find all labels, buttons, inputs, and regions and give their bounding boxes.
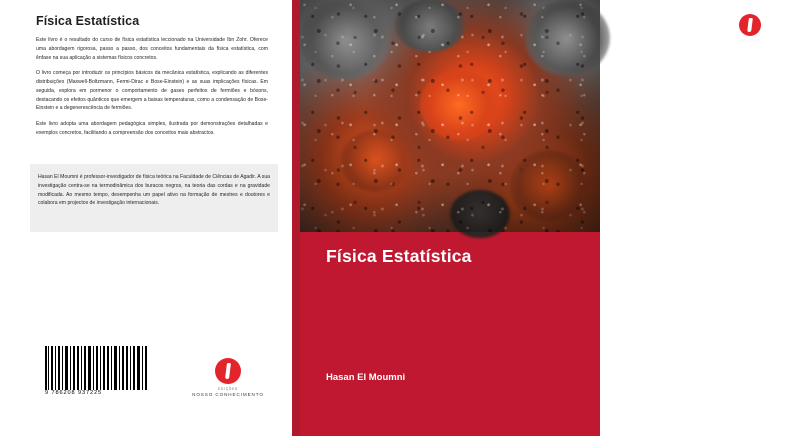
barcode (41, 343, 153, 403)
publisher-tagline: EDIÇÕES (740, 39, 760, 43)
publisher-name: NOSSO CONHECIMENTO (192, 392, 264, 397)
publisher-tagline: EDIÇÕES (218, 387, 238, 391)
publisher-logo-front (692, 14, 808, 49)
barcode-icon (45, 346, 149, 390)
front-cover-author: Hasan El Moumni (326, 372, 406, 383)
flame-logo-icon (215, 358, 241, 384)
publisher-logo-back (178, 358, 278, 397)
back-cover-title: Física Estatística (36, 14, 140, 28)
flame-logo-icon (739, 14, 761, 36)
publisher-name: NOSSO CONHECIMENTO (715, 44, 785, 49)
back-cover-blurb (36, 36, 268, 145)
book-spine (292, 0, 300, 436)
author-bio-text: Hasan El Moumni é professor-investigador de física teórica na Faculdade de Ciências de Agadir. A sua investigação centra-se na termodinâmica dos buracos negros, na teoria das cordas e na gravidade modificada. Ao mesmo tempo, desempenha um papel ativo na formação de mestres e doutores e colabora em projectos de investigação internacionais. (38, 174, 270, 207)
blurb-paragraph: O livro começa por introduzir os princípios básicos da mecânica estatística, explicando as diferentes distribuições (Maxwell-Boltzmann, Fermi-Dirac e Bose-Einstein) e as suas implicações físicas. Em seguida, explora em pormenor o comportamento de gases perfeitos de fermiões e bósons, destacando os efeitos quânticos que emergem a baixas temperaturas, como a condensação de Bose-Einstein e a degenerescência de fermiões. (36, 70, 268, 112)
cover-artwork (300, 0, 600, 232)
blurb-paragraph: Este livro adopta uma abordagem pedagógica simples, ilustrada por demonstrações detalhadas e exemplos concretos, facilitando a compreensão dos conceitos mais abstractos. (36, 121, 268, 136)
author-bio-panel (30, 164, 278, 232)
barcode-number: 9 786208 937225 (45, 390, 103, 396)
blurb-paragraph: Este livro é o resultado do curso de física estatística leccionado na Universidade Ibn Zohr. Oferece uma abordagem rigorosa, passo a passo, dos conceitos fundamentais da física estatística, com ênfase na sua aplicação a sistemas físicos concretos. (36, 37, 268, 61)
back-cover (0, 0, 292, 436)
front-cover (300, 0, 785, 436)
front-cover-title: Física Estatística (326, 246, 472, 266)
artwork-vignette (300, 0, 600, 232)
